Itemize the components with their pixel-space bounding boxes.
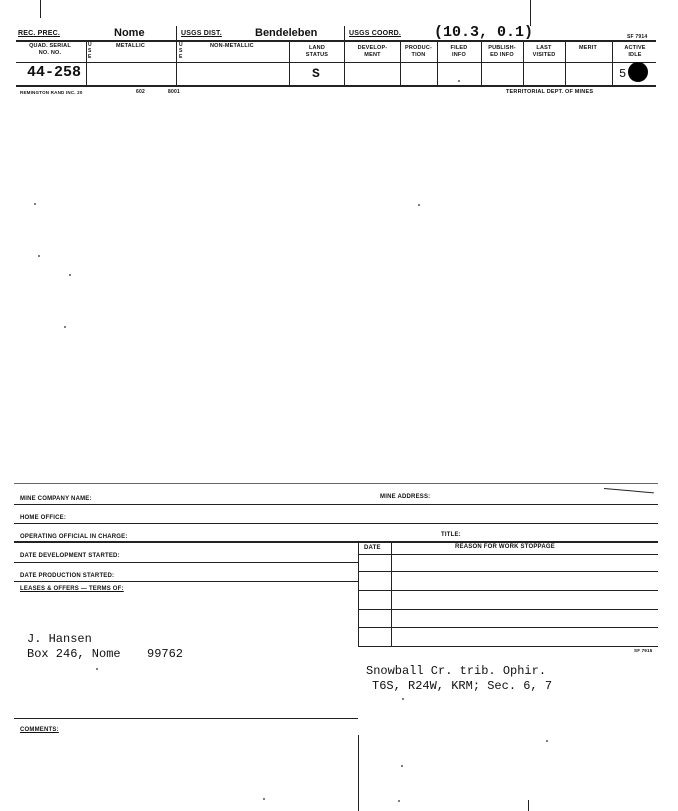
owner-name: J. Hansen [27,632,92,646]
code-2: 8001 [168,89,180,95]
active-idle-header: ACTIVE IDLE [624,45,646,58]
mine-address-label: MINE ADDRESS: [380,494,431,500]
speck [38,255,40,257]
last-visited-header: LAST VISITED [532,45,556,58]
mark-dot [458,80,460,82]
rule [14,581,358,582]
edge-mark [40,0,41,18]
header-rule [16,40,656,42]
speck [401,765,403,767]
production-header: PRODUC- TION [404,45,433,58]
title-label: TITLE: [441,532,461,538]
speck [402,698,404,700]
speck [263,798,265,800]
use-column-2: U S E [179,42,183,60]
code-1: 602 [136,89,145,95]
department-credit: TERRITORIAL DEPT. OF MINES [506,89,594,95]
owner-zip: 99762 [147,647,184,661]
location-line-1: Snowball Cr. trib. Ophir. [366,664,547,678]
usgs-coord-label: USGS COORD. [349,30,401,37]
non-metallic-header: NON-METALLIC [210,43,254,49]
usgs-dist-value: Bendeleben [255,27,318,39]
rule [358,554,658,555]
stoppage-date-header: DATE [364,545,381,551]
land-status-header: LAND STATUS [305,45,329,58]
rec-prec-label: REC. PREC. [18,30,61,37]
form-number-2: SF 7915 [634,648,653,653]
speck [69,274,71,276]
filed-info-header: FILED INFO [450,45,468,58]
rec-prec-value: Nome [114,27,145,39]
edge-mark [530,0,531,26]
operating-official-label: OPERATING OFFICIAL IN CHARGE: [20,534,128,540]
column-divider [358,541,359,646]
speck [546,740,548,742]
active-idle-number: 5 [619,67,627,81]
divider [86,41,87,85]
rule [14,523,658,524]
column-divider [358,735,359,811]
speck [64,326,66,328]
metallic-header: METALLIC [116,43,145,49]
speck [96,668,98,670]
published-info-header: PUBLISH- ED INFO [488,45,516,58]
stoppage-row-rule [358,627,658,628]
card-top-edge [14,483,658,484]
date-production-label: DATE PRODUCTION STARTED: [20,573,115,579]
column-divider [391,541,392,646]
usgs-coord-value: (10.3, 0.1) [434,24,534,41]
quad-serial-header: QUAD. SERIAL NO. NO. [29,43,71,56]
date-development-label: DATE DEVELOPMENT STARTED: [20,553,120,559]
stoppage-row-rule [358,609,658,610]
merit-header: MERIT [578,45,598,51]
land-status-value: S [312,66,320,81]
edge-mark [528,800,529,811]
active-idle-filled-circle [628,62,648,82]
divider [176,26,177,85]
speck [398,800,400,802]
stoppage-row-rule [358,590,658,591]
stoppage-row-rule [358,646,658,647]
use-column-1: U S E [88,42,92,60]
header-bottom-rule [16,62,656,63]
development-header: DEVELOP- MENT [357,45,388,58]
slash-mark [604,488,654,493]
rule [14,541,658,543]
owner-address: Box 246, Nome [27,647,121,661]
speck [34,203,36,205]
comments-label: COMMENTS: [20,727,59,733]
row-bottom-rule [16,85,656,87]
speck [418,204,420,206]
rule [14,504,658,505]
location-line-2: T6S, R24W, KRM; Sec. 6, 7 [372,679,553,693]
mine-company-label: MINE COMPANY NAME: [20,496,92,502]
home-office-label: HOME OFFICE: [20,515,67,521]
usgs-dist-label: USGS DIST. [181,30,222,37]
stoppage-row-rule [358,571,658,572]
rule [14,562,358,563]
form-number: SF 7914 [627,34,648,40]
quad-serial-value: 44-258 [27,64,82,81]
rule [14,718,358,719]
stoppage-reason-header: REASON FOR WORK STOPPAGE [455,544,555,550]
leases-label: LEASES & OFFERS — TERMS OF: [20,586,124,592]
printer-credit: REMINGTON RAND INC. 20 [20,90,83,95]
